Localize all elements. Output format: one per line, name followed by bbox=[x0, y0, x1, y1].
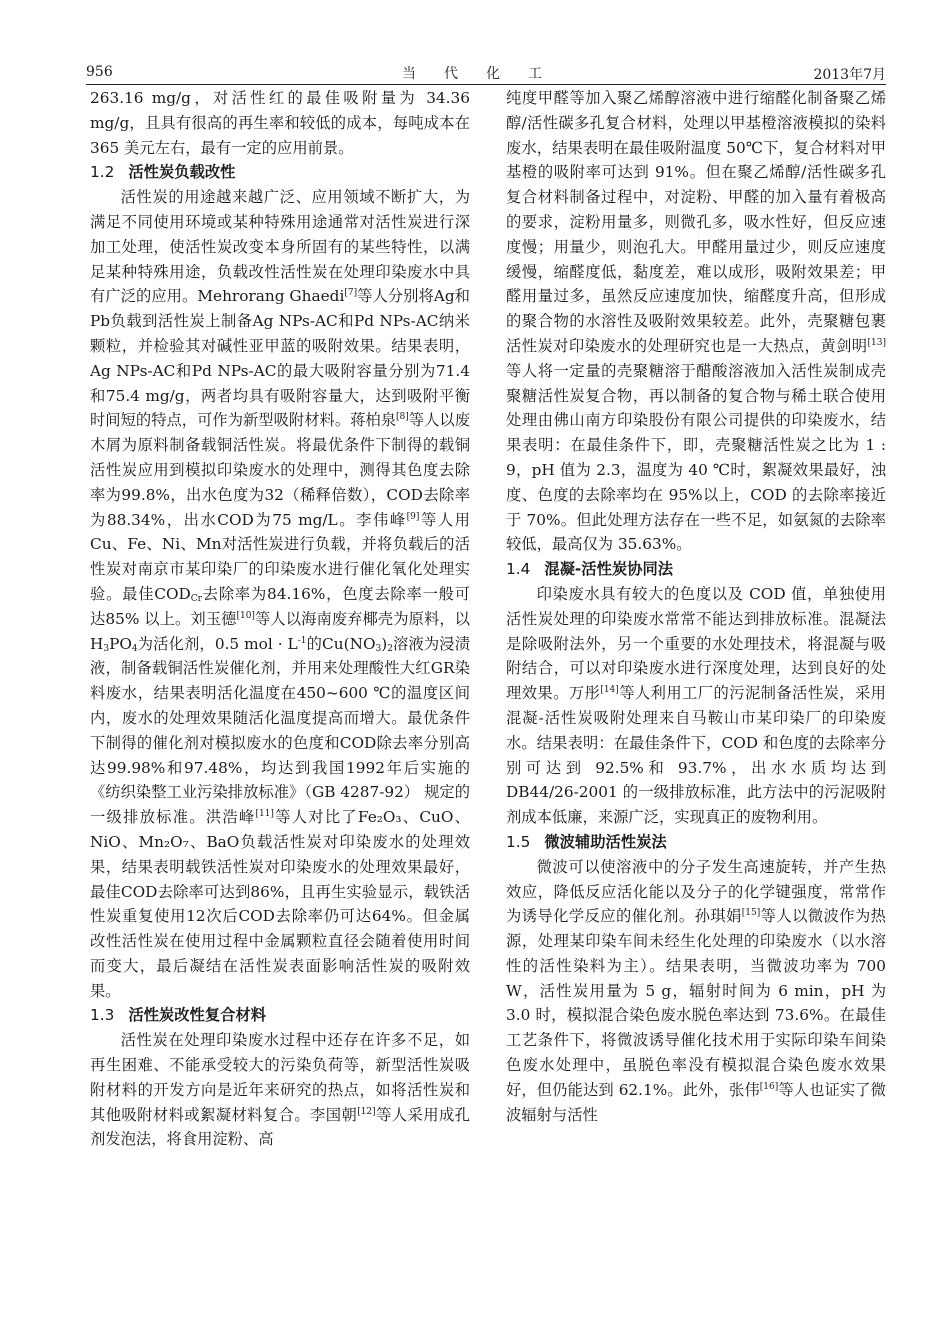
citation-13[interactable]: [13] bbox=[867, 337, 886, 348]
section-heading-1-3: 1.3 活性炭改性复合材料 bbox=[90, 1006, 267, 1025]
citation-10[interactable]: [10] bbox=[236, 610, 255, 621]
running-header bbox=[86, 60, 886, 85]
citation-11[interactable]: [11] bbox=[255, 809, 274, 820]
citation-7[interactable]: [7] bbox=[344, 288, 358, 299]
issue-date: 2013年7月 bbox=[813, 67, 886, 83]
paragraph-coagulation: 印染废水具有较大的色度以及 COD 值，单独使用活性炭处理的印染废水常常不能达到排放标准。混凝法是除吸附法外，另一个重要的水处理技术，将混凝与吸附结合，可以对印染废水进行深度处理，达到良好的处理效果。万彤[14]等人利用工厂的污泥制备活性炭，采用混凝-活性炭吸附处理来自马鞍山市某印染厂的印染废水。结果表明：在最佳条件下，COD 和色度的去除率分别可达到 92.5%和 93.7%，出水水质均达到 DB44/26-2001 的一级排放标准，此方法中的污泥吸附剂成本低廉，来源广泛，实现真正的废物利用。 bbox=[506, 584, 886, 827]
paragraph-composite-materials: 活性炭在处理印染废水过程中还存在许多不足，如再生困难、不能承受较大的污染负荷等，新型活性炭吸附材料的开发方向是近年来研究的热点，如将活性炭和其他吸附材料或絮凝材料复合。李国朝[12]等人采用成孔剂发泡法，将食用淀粉、高 bbox=[90, 1031, 470, 1149]
citation-12[interactable]: [12] bbox=[357, 1106, 376, 1117]
right-column bbox=[506, 86, 886, 1127]
citation-15[interactable]: [15] bbox=[741, 908, 761, 919]
journal-name: 当代化工 bbox=[402, 66, 570, 82]
citation-16[interactable]: [16] bbox=[759, 1081, 779, 1092]
paragraph-continued: 263.16 mg/g，对活性红的最佳吸附量为 34.36 mg/g，且具有很高的再生率和较低的成本，每吨成本在 365 美元左右，最有一定的应用前景。 bbox=[90, 89, 470, 157]
citation-14[interactable]: [14] bbox=[600, 685, 619, 696]
page-number: 956 bbox=[86, 64, 113, 80]
section-heading-1-5: 1.5 微波辅助活性炭法 bbox=[506, 832, 667, 851]
left-column bbox=[90, 86, 470, 1152]
section-heading-1-2: 1.2 活性炭负载改性 bbox=[90, 163, 236, 182]
citation-8[interactable]: [8] bbox=[396, 412, 409, 423]
citation-9[interactable]: [9] bbox=[406, 511, 420, 522]
paragraph-continued-right: 纯度甲醛等加入聚乙烯醇溶液中进行缩醛化制备聚乙烯醇/活性碳多孔复合材料，处理以甲基橙溶液模拟的染料废水，结果表明在最佳吸附温度 50℃下，复合材料对甲基橙的吸附率可达到 91%。但在聚乙烯醇/活性碳多孔复合材料制备过程中，对淀粉、甲醛的加入量有着极高的要求，淀粉用量多，则微孔多，吸水性好，但反应速度慢；用量少，则泡孔大。甲醛用量过少，则反应速度缓慢，缩醛度低，黏度差，难以成形，吸附效果差；甲醛用量过多，虽然反应速度加快，缩醛度升高，但形成的聚合物的水溶性及吸附效果较差。此外，壳聚糖包裹活性炭对印染废水的处理研究也是一大热点，黄剑明[13]等人将一定量的壳聚糖溶于醋酸溶液加入活性炭制成壳聚糖活性炭复合物，再以制备的复合物与稀土联合使用处理由佛山南方印染股份有限公司提供的印染废水，结果表明：在最佳条件下，即，壳聚糖活性炭之比为 1 : 9，pH 值为 2.3，温度为 40 ℃时，絮凝效果最好，浊度、色度的去除率均在 95%以上，COD 的去除率接近于 70%。但此处理方法存在一些不足，如氨氮的去除率较低，最高仅为 35.63%。 bbox=[506, 89, 886, 554]
section-heading-1-4: 1.4 混凝-活性炭协同法 bbox=[506, 560, 674, 579]
paragraph-loaded-modification: 活性炭的用途越来越广泛、应用领域不断扩大，为满足不同使用环境或某种特殊用途通常对活性炭进行深加工处理，使活性炭改变本身所固有的某些特性，以满足某种特殊用途，负载改性活性炭在处理印染废水中具有广泛的应用。Mehrorang Ghaedi[7]等人分别将Ag和Pb负载到活性炭上制备Ag NPs-AC和Pd NPs-AC纳米颗粒，并检验其对碱性亚甲蓝的吸附效果。结果表明，Ag NPs-AC和Pd NPs-AC的最大吸附容量分别为71.4和75.4 mg/g，两者均具有吸附容量大，达到吸附平衡时间短的特点，可作为新型吸附材料。蒋柏泉[8]等人以废木屑为原料制备载铜活性炭。将最优条件下制得的载铜活性炭应用到模拟印染废水的处理中，测得其色度去除率为99.8%，出水色度为32（稀释倍数），COD去除率为88.34%，出水COD为75 mg/L。李伟峰[9]等人用Cu、Fe、Ni、Mn对活性炭进行负载，并将负载后的活性炭对南京市某印染厂的印染废水进行催化氧化处理实验。最佳$COD_{Cr}$去除率为84.16%，色度去除率一般可达85% 以上。刘玉德[10]等人以海南废弃椰壳为原料，以$H_3PO_4$为活化剂，0.5 mol · $L^{-1}$的$Cu(NO_3)_2$溶液为浸渍液，制备载铜活性炭催化剂，并用来处理酸性大红GR染料废水，结果表明活化温度在450~600 ℃的温度区间内，废水的处理效果随活化温度提高而增大。最优条件下制得的催化剂对模拟废水的色度和COD除去率分别高达99.98%和97.48%，均达到我国1992年后实施的《纺织染整工业污染排放标准》（GB 4287-92） 规定的一级排放标准。洪浩峰[11]等人对比了Fe₂O₃、CuO、NiO、Mn₂O₇、BaO负载活性炭对印染废水的处理效果，结果表明载铁活性炭对印染废水的处理效果最好，最佳COD去除率可达到86%，且再生实验显示，载铁活性炭重复使用12次后COD去除率仍可达64%。但金属改性活性炭在使用过程中金属颗粒直径会随着使用时间而变大，最后凝结在活性炭表面影响活性炭的吸附效果。 bbox=[90, 188, 471, 1000]
paragraph-microwave: 微波可以使溶液中的分子发生高速旋转，并产生热效应，降低反应活化能以及分子的化学键强度，常常作为诱导化学反应的催化剂。孙琪娟[15]等人以微波作为热源，处理某印染车间未经生化处理的印染废水（以水溶性的活性染料为主）。结果表明，当微波功率为 700 W，活性炭用量为 5 g，辐射时间为 6 min，pH 为 3.0 时，模拟混合染色废水脱色率达到 73.6%。在最佳工艺条件下，将微波诱导催化技术用于实际印染车间染色废水处理中，虽脱色率没有模拟混合染色废水效果好，但仍能达到 62.1%。此外，张伟[16]等人也证实了微波辐射与活性 bbox=[506, 857, 886, 1124]
